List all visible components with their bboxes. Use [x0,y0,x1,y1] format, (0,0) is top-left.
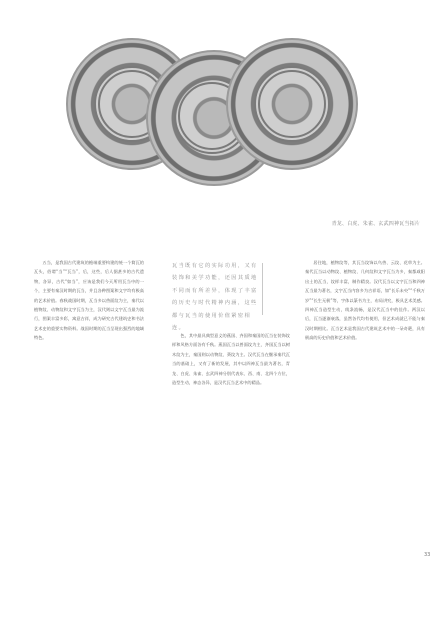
body-column-2 [172,331,290,387]
paragraph: 居住地，植物纹等，其瓦当纹饰以鸟兽、云纹、花草为主。秦代瓦当以动物纹、植物纹、几何纹和文字瓦当为多，秦都咸阳出土的瓦当，纹样丰富，制作精良。汉代瓦当以文字瓦当和四神瓦当最为著名，文字瓦当内容多为吉祥语，如“长乐未央”“千秋万岁”“长生无极”等，字体以篆书为主，布局讲究，极具艺术美感。四神瓦当造型生动，线条流畅，是汉代瓦当中的佳作。两汉以后，瓦当逐渐衰落，虽然各代均有使用，但艺术成就已不能与秦汉时期相比。瓦当艺术是我国古代建筑艺术中的一朵奇葩，具有极高的历史价值和艺术价值。 [305,260,425,341]
body-column-1 [34,258,144,343]
page-number: 33 [424,552,431,558]
paragraph: 五当，是我国古代建筑的檐端重要构建的统一个简瓦的瓦头，俗谓“当”“瓦当”，后，这些，后人据甚多的古代遗物，各异，古代“如当”，应该是我们今天所用瓦当中的一个，主要有秦汉时期的瓦当，并且各种图案和文字均有极高的艺术价值。春秋战国时期，瓦当多以兽面纹为主，秦代以植物纹、动物纹和文字瓦当为主，汉代则以文字瓦当最为流行，图案丰富多彩，寓意吉祥，成为研究古代建筑史和书法艺术史的重要实物资料。战国时期的瓦当呈现出强烈的地域特色。 [34,260,144,341]
pull-quote-rule [262,263,263,315]
pull-quote: 瓦当既有它的实际功用，又有装饰和美学功能，还因其质地不同而有所差异，体现了丰富的历史与时代精神内涵，这些都与瓦当的使用价值紧密相连。 [172,263,258,332]
body-column-3 [305,258,425,343]
paragraph: 色，其中最具典型意义的燕国、齐国和秦国的瓦当在装饰纹样和风格方面各有千秋。燕国瓦当以兽面纹为主，齐国瓦当以树木纹为主，秦国则以动物纹、葵纹为主。汉代瓦当在继承秦代瓦当的基础上，又有了新的发展，其中以四神瓦当最为著名，青龙、白虎、朱雀、玄武四神分别代表东、西、南、北四个方位，造型生动，神态各异，是汉代瓦当艺术中的精品。 [172,333,290,386]
eave-tile-rubbing-right [226,38,358,170]
figure-caption: 青龙、白虎、朱雀、玄武四神瓦当拓片 [331,221,420,227]
four-gods-eave-tile-rubbings [66,38,360,186]
